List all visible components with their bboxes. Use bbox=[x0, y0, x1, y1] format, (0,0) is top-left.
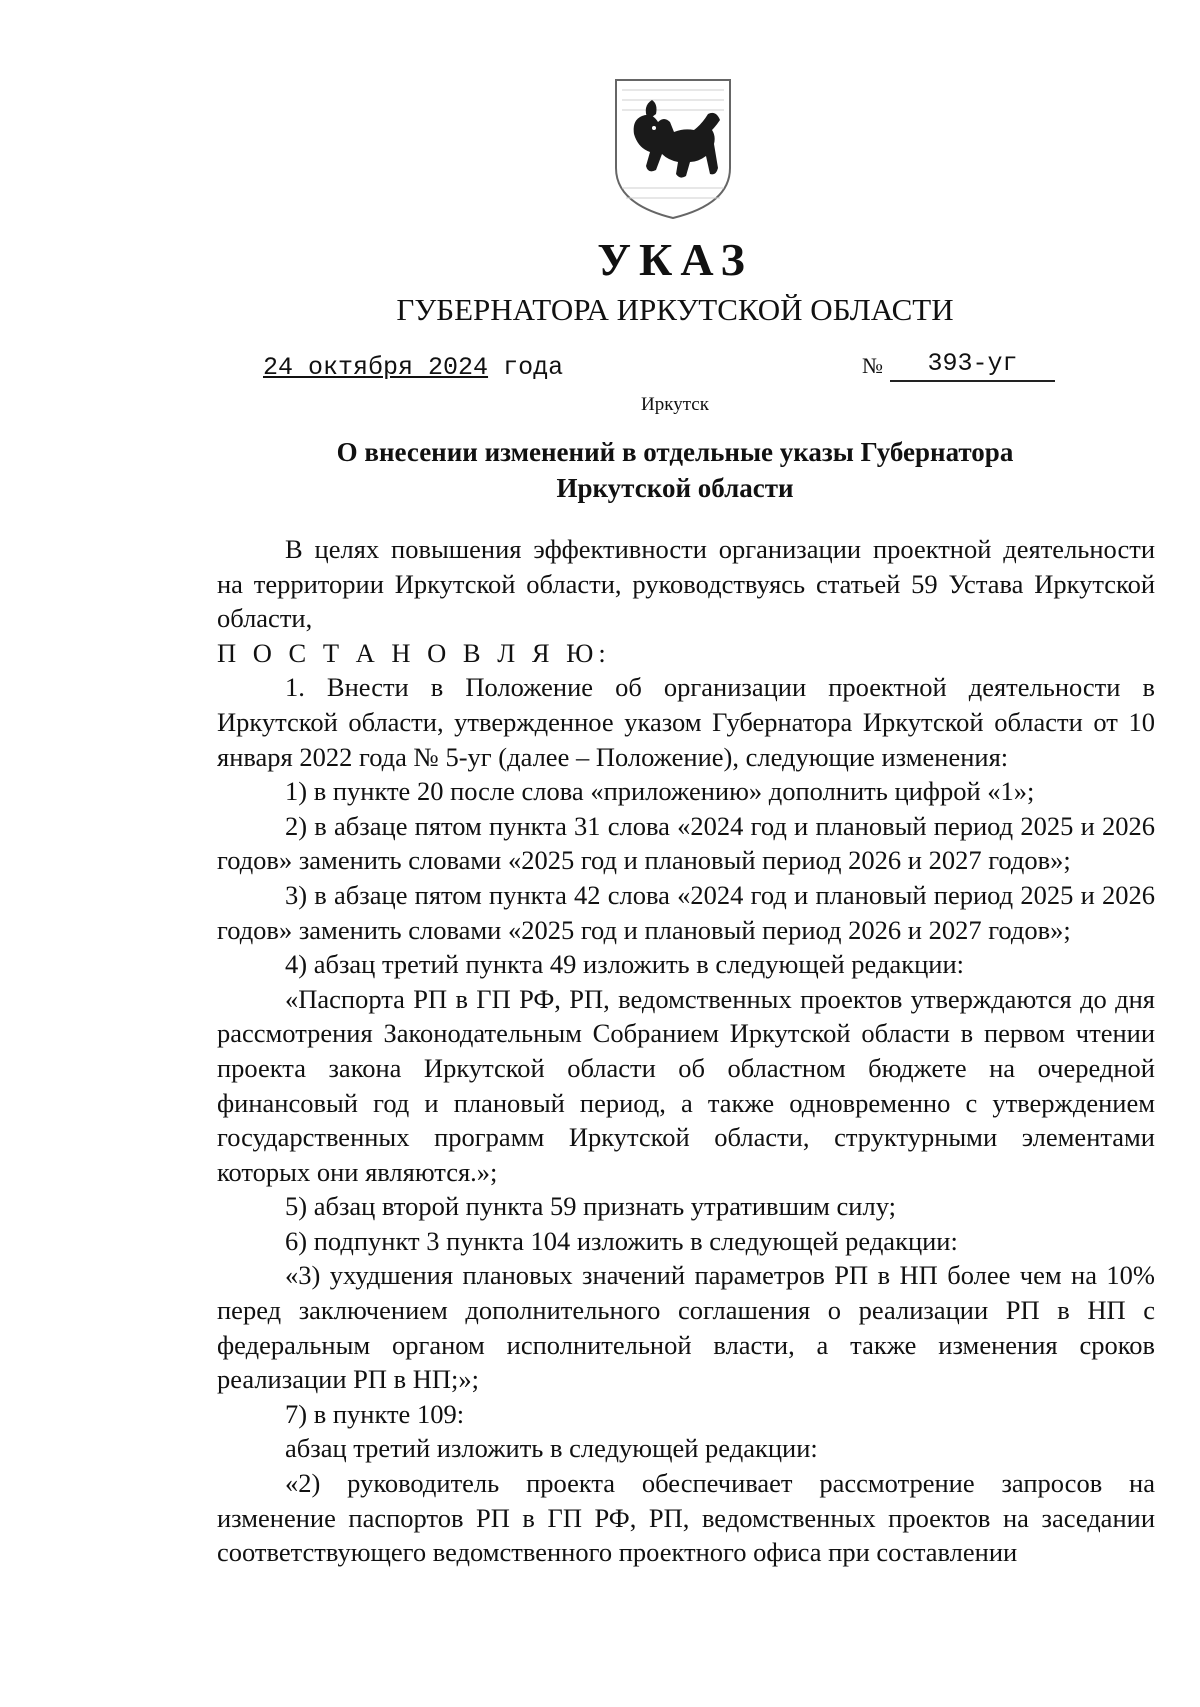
paragraph-quote-109: «2) руководитель проекта обеспечивает рассмотрение запросов на изменение паспортов РП в ГП РФ, РП, ведомственных проектов на заседании соответствующего ведомственного проектного офиса при составлении bbox=[217, 1468, 1155, 1568]
paragraph-sub-2: 2) в абзаце пятом пункта 31 слова «2024 год и плановый период 2025 и 2026 годов» заменить словами «2025 год и плановый период 2026 и 2027 годов»; bbox=[217, 810, 1155, 876]
date-value: 24 октября 2024 bbox=[263, 353, 489, 382]
paragraph-sub-7: 7) в пункте 109: bbox=[285, 1398, 465, 1429]
document-date bbox=[263, 352, 563, 384]
heading-line-2: Иркутской области bbox=[556, 473, 794, 503]
paragraph-abzac: абзац третий изложить в следующей редакции: bbox=[285, 1433, 818, 1464]
coat-of-arms-emblem bbox=[612, 76, 734, 222]
paragraph-sub-1: 1) в пункте 20 после слова «приложению» дополнить цифрой «1»; bbox=[285, 776, 1035, 807]
paragraph-sub-3: 3) в абзаце пятом пункта 42 слова «2024 год и плановый период 2025 и 2026 годов» заменить словами «2025 год и плановый период 2026 и 2027 годов»; bbox=[217, 879, 1155, 945]
paragraph-sub-6: 6) подпункт 3 пункта 104 изложить в следующей редакции: bbox=[285, 1225, 958, 1256]
paragraph-item-1: 1. Внести в Положение об организации проектной деятельности в Иркутской области, утвержденное указом Губернатора Иркутской области от 10 января 2022 года № 5-уг (далее – Положение), следующие изменения: bbox=[217, 672, 1155, 772]
number-value: 393-уг bbox=[890, 348, 1055, 382]
document-body bbox=[217, 532, 1155, 1570]
document-heading bbox=[0, 434, 1200, 506]
heading-line-1: О внесении изменений в отдельные указы Губернатора bbox=[336, 437, 1014, 467]
paragraph-decree: П О С Т А Н О В Л Я Ю: bbox=[217, 637, 611, 668]
number-sign: № bbox=[862, 353, 883, 378]
paragraph-quote-104: «3) ухудшения плановых значений параметров РП в НП более чем на 10% перед заключением дополнительного соглашения о реализации РП в НП с федеральным органом исполнительной власти, а также изменения сроков реализации РП в НП;»; bbox=[217, 1260, 1155, 1395]
document-city: Иркутск bbox=[641, 394, 709, 415]
date-suffix: года bbox=[503, 353, 564, 382]
paragraph-sub-5: 5) абзац второй пункта 59 признать утратившим силу; bbox=[285, 1191, 896, 1222]
document-subtitle: ГУБЕРНАТОРА ИРКУТСКОЙ ОБЛАСТИ bbox=[396, 292, 954, 327]
paragraph-preamble: В целях повышения эффективности организации проектной деятельности на территории Иркутской области, руководствуясь статьей 59 Устава Иркутской области, bbox=[217, 534, 1155, 634]
paragraph-quote-49: «Паспорта РП в ГП РФ, РП, ведомственных проектов утверждаются до дня рассмотрения Законодательным Собранием Иркутской области в первом чтении проекта закона Иркутской области об областном бюджете на очередной финансовый год и плановый период, а также одновременно с утверждением государственных программ Иркутской области, структурными элементами которых они являются.»; bbox=[217, 983, 1155, 1187]
document-title: УКАЗ bbox=[597, 234, 753, 285]
document-number bbox=[862, 350, 1057, 382]
paragraph-sub-4: 4) абзац третий пункта 49 изложить в следующей редакции: bbox=[285, 949, 964, 980]
